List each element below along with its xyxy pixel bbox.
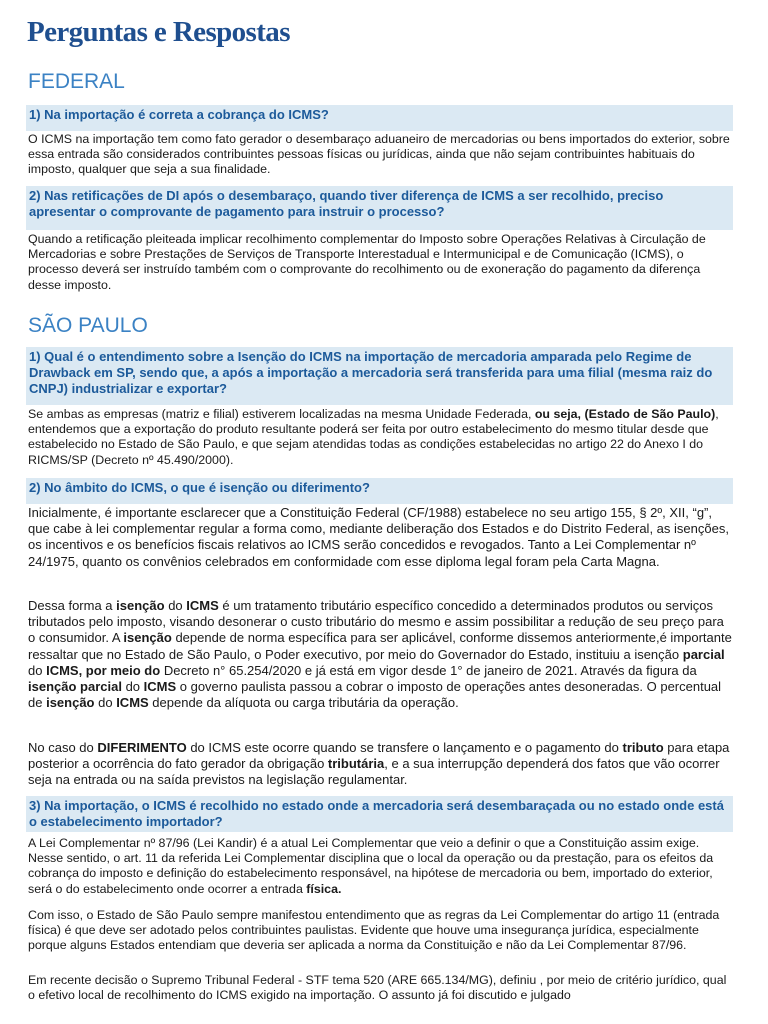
- answer-sp-2-paragraph-3: No caso do DIFERIMENTO do ICMS este ocorre quando se transfere o lançamento e o pagamento do tributo para etapa posterior a ocorrência do fato gerador da obrigação tributária, e a sua interrupção dependerá dos fatos que vão ocorrer seja na entrada ou na saída previstos na legislação regulamentar.: [28, 740, 730, 788]
- question-federal-1: 1) Na importação é correta a cobrança do ICMS?: [26, 105, 733, 131]
- answer-sp-3-paragraph-3: Em recente decisão o Supremo Tribunal Federal - STF tema 520 (ARE 665.134/MG), definiu , por meio de critério jurídico, qual o efetivo local de recolhimento do ICMS exigido na importação. O assunto já foi discutido e julgado: [28, 973, 727, 1003]
- answer-sp-1: Se ambas as empresas (matriz e filial) estiverem localizadas na mesma Unidade Federada, ou seja, (Estado de São Paulo), entendemos que a exportação do produto resultante poderá ser feita por outro estabelecimento do mesmo titular desde que estabelecido no Estado de São Paulo, e que sejam atendidas todas as condições estabelecidas no artigo 22 do Anexo I do RICMS/SP (Decreto nº 45.490/2000).: [28, 407, 719, 467]
- section-heading-federal: FEDERAL: [28, 70, 125, 93]
- question-sp-1: 1) Qual é o entendimento sobre a Isenção do ICMS na importação de mercadoria amparada pelo Regime de Drawback em SP, sendo que, a após a importação a mercadoria será transferida para uma filial (mesma raiz do CNPJ) industrializar e exportar?: [26, 347, 733, 405]
- answer-federal-2: Quando a retificação pleiteada implicar recolhimento complementar do Imposto sobre Operações Relativas à Circulação de Mercadorias e sobre Prestações de Serviços de Transporte Interestadual e Intermunicipal e de Comunicação (ICMS), o processo deverá ser instruído também com o comprovante do recolhimento ou de exoneração do pagamento da diferença desse imposto.: [28, 232, 706, 292]
- answer-sp-2-paragraph-2: Dessa forma a isenção do ICMS é um tratamento tributário específico concedido a determinados produtos ou serviços tributados pelo imposto, visando desonerar o custo tributário do mesmo e assim possibilitar a redução de seu preço para o consumidor. A isenção depende de norma específica para ser aplicável, conforme dissemos anteriormente,é importante ressaltar que no Estado de São Paulo, o Poder executivo, por meio do Governador do Estado, instituiu a isenção parcial do ICMS, por meio do Decreto n° 65.254/2020 e já está em vigor desde 1° de janeiro de 2021. Através da figura da isenção parcial do ICMS o governo paulista passou a cobrar o imposto de operações antes desoneradas. O percentual de isenção do ICMS depende da alíquota ou carga tributária da operação.: [28, 598, 732, 711]
- document-title: Perguntas e Respostas: [27, 16, 290, 48]
- question-sp-2: 2) No âmbito do ICMS, o que é isenção ou diferimento?: [26, 478, 733, 504]
- answer-sp-3-paragraph-2: Com isso, o Estado de São Paulo sempre manifestou entendimento que as regras da Lei Complementar do artigo 11 (entrada física) é que deve ser adotado pelos contribuintes paulistas. Evidente que houve uma insegurança jurídica, especialmente porque alguns Estados entendiam que deveria ser aplicada a norma da Constituição e não da Lei Complementar 87/96.: [28, 908, 720, 953]
- answer-sp-3-paragraph-1: A Lei Complementar nº 87/96 (Lei Kandir) é a atual Lei Complementar que veio a definir o que a Constituição assim exige. Nesse sentido, o art. 11 da referida Lei Complementar disciplina que o local da operação ou da prestação, para os efeitos da cobrança do imposto e definição do estabelecimento responsável, na hipótese de mercadoria ou bem, importado do exterior, será o do estabelecimento onde ocorrer a entrada física.: [28, 836, 714, 896]
- answer-sp-2-paragraph-1: Inicialmente, é importante esclarecer que a Constituição Federal (CF/1988) estabelece no seu artigo 155, § 2º, XII, “g”, que cabe à lei complementar regular a forma como, mediante deliberação dos Estados e do Distrito Federal, as isenções, os incentivos e os benefícios fiscais relativos ao ICMS serão concedidos e revogados. Tanto a Lei Complementar nº 24/1975, quanto os convênios celebrados em conformidade com esse diploma legal foram pela Carta Magna.: [28, 505, 729, 569]
- answer-federal-1: O ICMS na importação tem como fato gerador o desembaraço aduaneiro de mercadorias ou bens importados do exterior, sobre essa entrada são considerados contribuintes pessoas físicas ou jurídicas, ainda que não sejam contribuintes habituais do imposto, qualquer que seja a sua finalidade.: [28, 132, 730, 177]
- section-heading-sao-paulo: SÃO PAULO: [28, 314, 148, 337]
- question-federal-2: 2) Nas retificações de DI após o desembaraço, quando tiver diferença de ICMS a ser recolhido, preciso apresentar o comprovante de pagamento para instruir o processo?: [26, 186, 733, 230]
- question-sp-3: 3) Na importação, o ICMS é recolhido no estado onde a mercadoria será desembaraçada ou no estado onde está o estabelecimento importador?: [26, 796, 733, 832]
